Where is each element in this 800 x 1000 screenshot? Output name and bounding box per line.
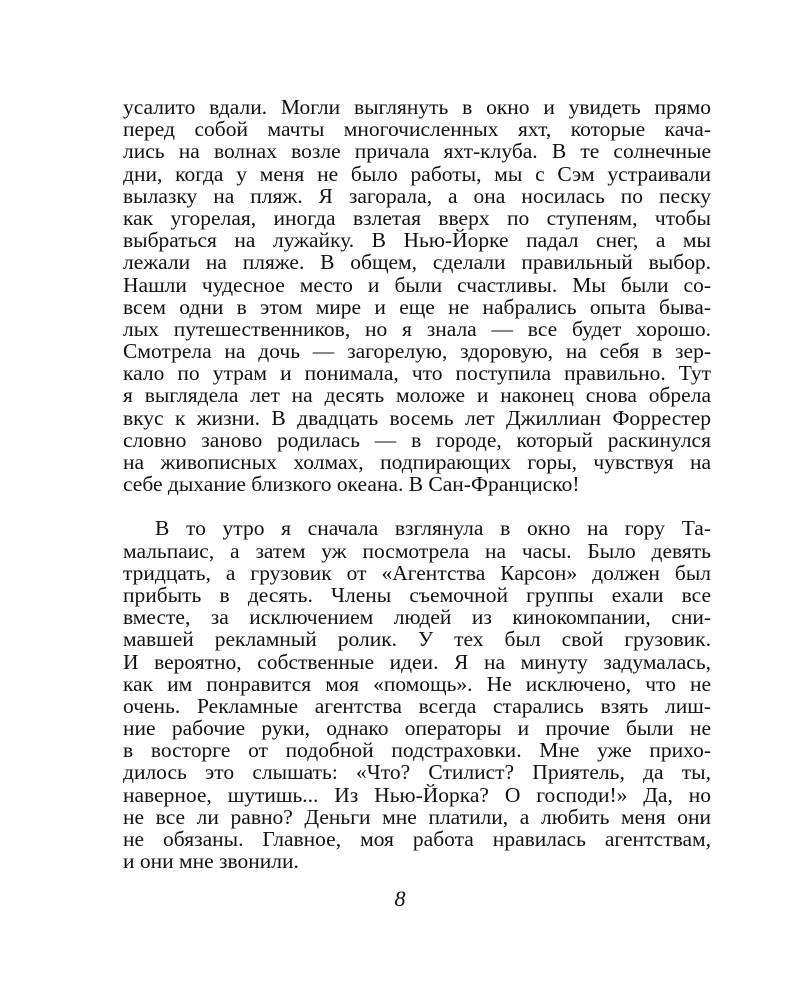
paragraph-1 bbox=[123, 96, 711, 495]
text-line: в восторге от подобной подстраховки. Мне уже прихо- bbox=[123, 738, 711, 763]
text-line: всем одни в этом мире и еще не набрались опыта быва- bbox=[123, 294, 711, 319]
text-line: и они мне звонили. bbox=[123, 849, 299, 874]
text-line: я выглядела лет на десять моложе и наконец снова обрела bbox=[123, 383, 711, 408]
text-line: вместе, за исключением людей из кинокомпании, сни- bbox=[123, 605, 711, 630]
body-text bbox=[123, 96, 711, 872]
text-line: мальпаис, а затем уж посмотрела на часы. Было девять bbox=[123, 538, 711, 563]
text-line: словно заново родилась — в городе, который раскинулся bbox=[123, 427, 711, 452]
text-line: кало по утрам и понимала, что поступила правильно. Тут bbox=[123, 361, 711, 386]
text-line: дилось это слышать: «Что? Стилист? Приятель, да ты, bbox=[123, 760, 711, 785]
text-line: ние рабочие руки, однако операторы и прочие были не bbox=[123, 716, 711, 741]
text-line: себе дыхание близкого океана. В Сан-Франциско! bbox=[123, 472, 580, 497]
text-line: мавшей рекламный ролик. У тех был свой грузовик. bbox=[123, 627, 711, 652]
text-line: выбраться на лужайку. В Нью-Йорке падал снег, а мы bbox=[123, 228, 711, 253]
text-line: лых путешественников, но я знала — все будет хорошо. bbox=[123, 316, 711, 341]
text-line: как угорелая, иногда взлетая вверх по ступеням, чтобы bbox=[123, 205, 711, 230]
text-line: тридцать, а грузовик от «Агентства Карсон» должен был bbox=[123, 560, 711, 585]
text-line: не обязаны. Главное, моя работа нравилась агентствам, bbox=[123, 827, 711, 851]
text-line: очень. Рекламные агентства всегда старались взять лиш- bbox=[123, 693, 711, 718]
paragraph-gap bbox=[123, 495, 711, 517]
text-line: перед собой мачты многочисленных яхт, которые кача- bbox=[123, 117, 711, 142]
text-line: В то утро я сначала взглянула в окно на гору Та- bbox=[155, 516, 711, 541]
text-line: вылазку на пляж. Я загорала, а она носилась по песку bbox=[123, 183, 711, 208]
text-line: Нашли чудесное место и были счастливы. Мы были со- bbox=[123, 272, 711, 297]
text-line: Смотрела на дочь — загорелую, здоровую, на себя в зер- bbox=[123, 339, 711, 364]
text-line: на живописных холмах, подпирающих горы, чувствуя на bbox=[123, 450, 711, 474]
text-line: не все ли равно? Деньги мне платили, а любить меня они bbox=[123, 804, 711, 829]
text-line: И вероятно, собственные идеи. Я на минуту задумалась, bbox=[123, 649, 711, 674]
text-line: усалито вдали. Могли выглянуть в окно и увидеть прямо bbox=[123, 95, 711, 119]
text-line: наверное, шутишь... Из Нью-Йорка? О господи!» Да, но bbox=[123, 782, 711, 807]
text-line: дни, когда у меня не было работы, мы с Сэм устраивали bbox=[123, 161, 711, 186]
paragraph-2 bbox=[123, 517, 711, 872]
text-line: как им понравится моя «помощь». Не исключено, что не bbox=[123, 671, 711, 696]
page-number: 8 bbox=[394, 886, 406, 911]
text-line: вкус к жизни. В двадцать восемь лет Джиллиан Форрестер bbox=[123, 405, 711, 430]
text-line: прибыть в десять. Члены съемочной группы ехали все bbox=[123, 582, 711, 607]
text-line: лежали на пляже. В общем, сделали правильный выбор. bbox=[123, 250, 711, 275]
text-line: лись на волнах возле причала яхт-клуба. В те солнечные bbox=[123, 139, 711, 164]
